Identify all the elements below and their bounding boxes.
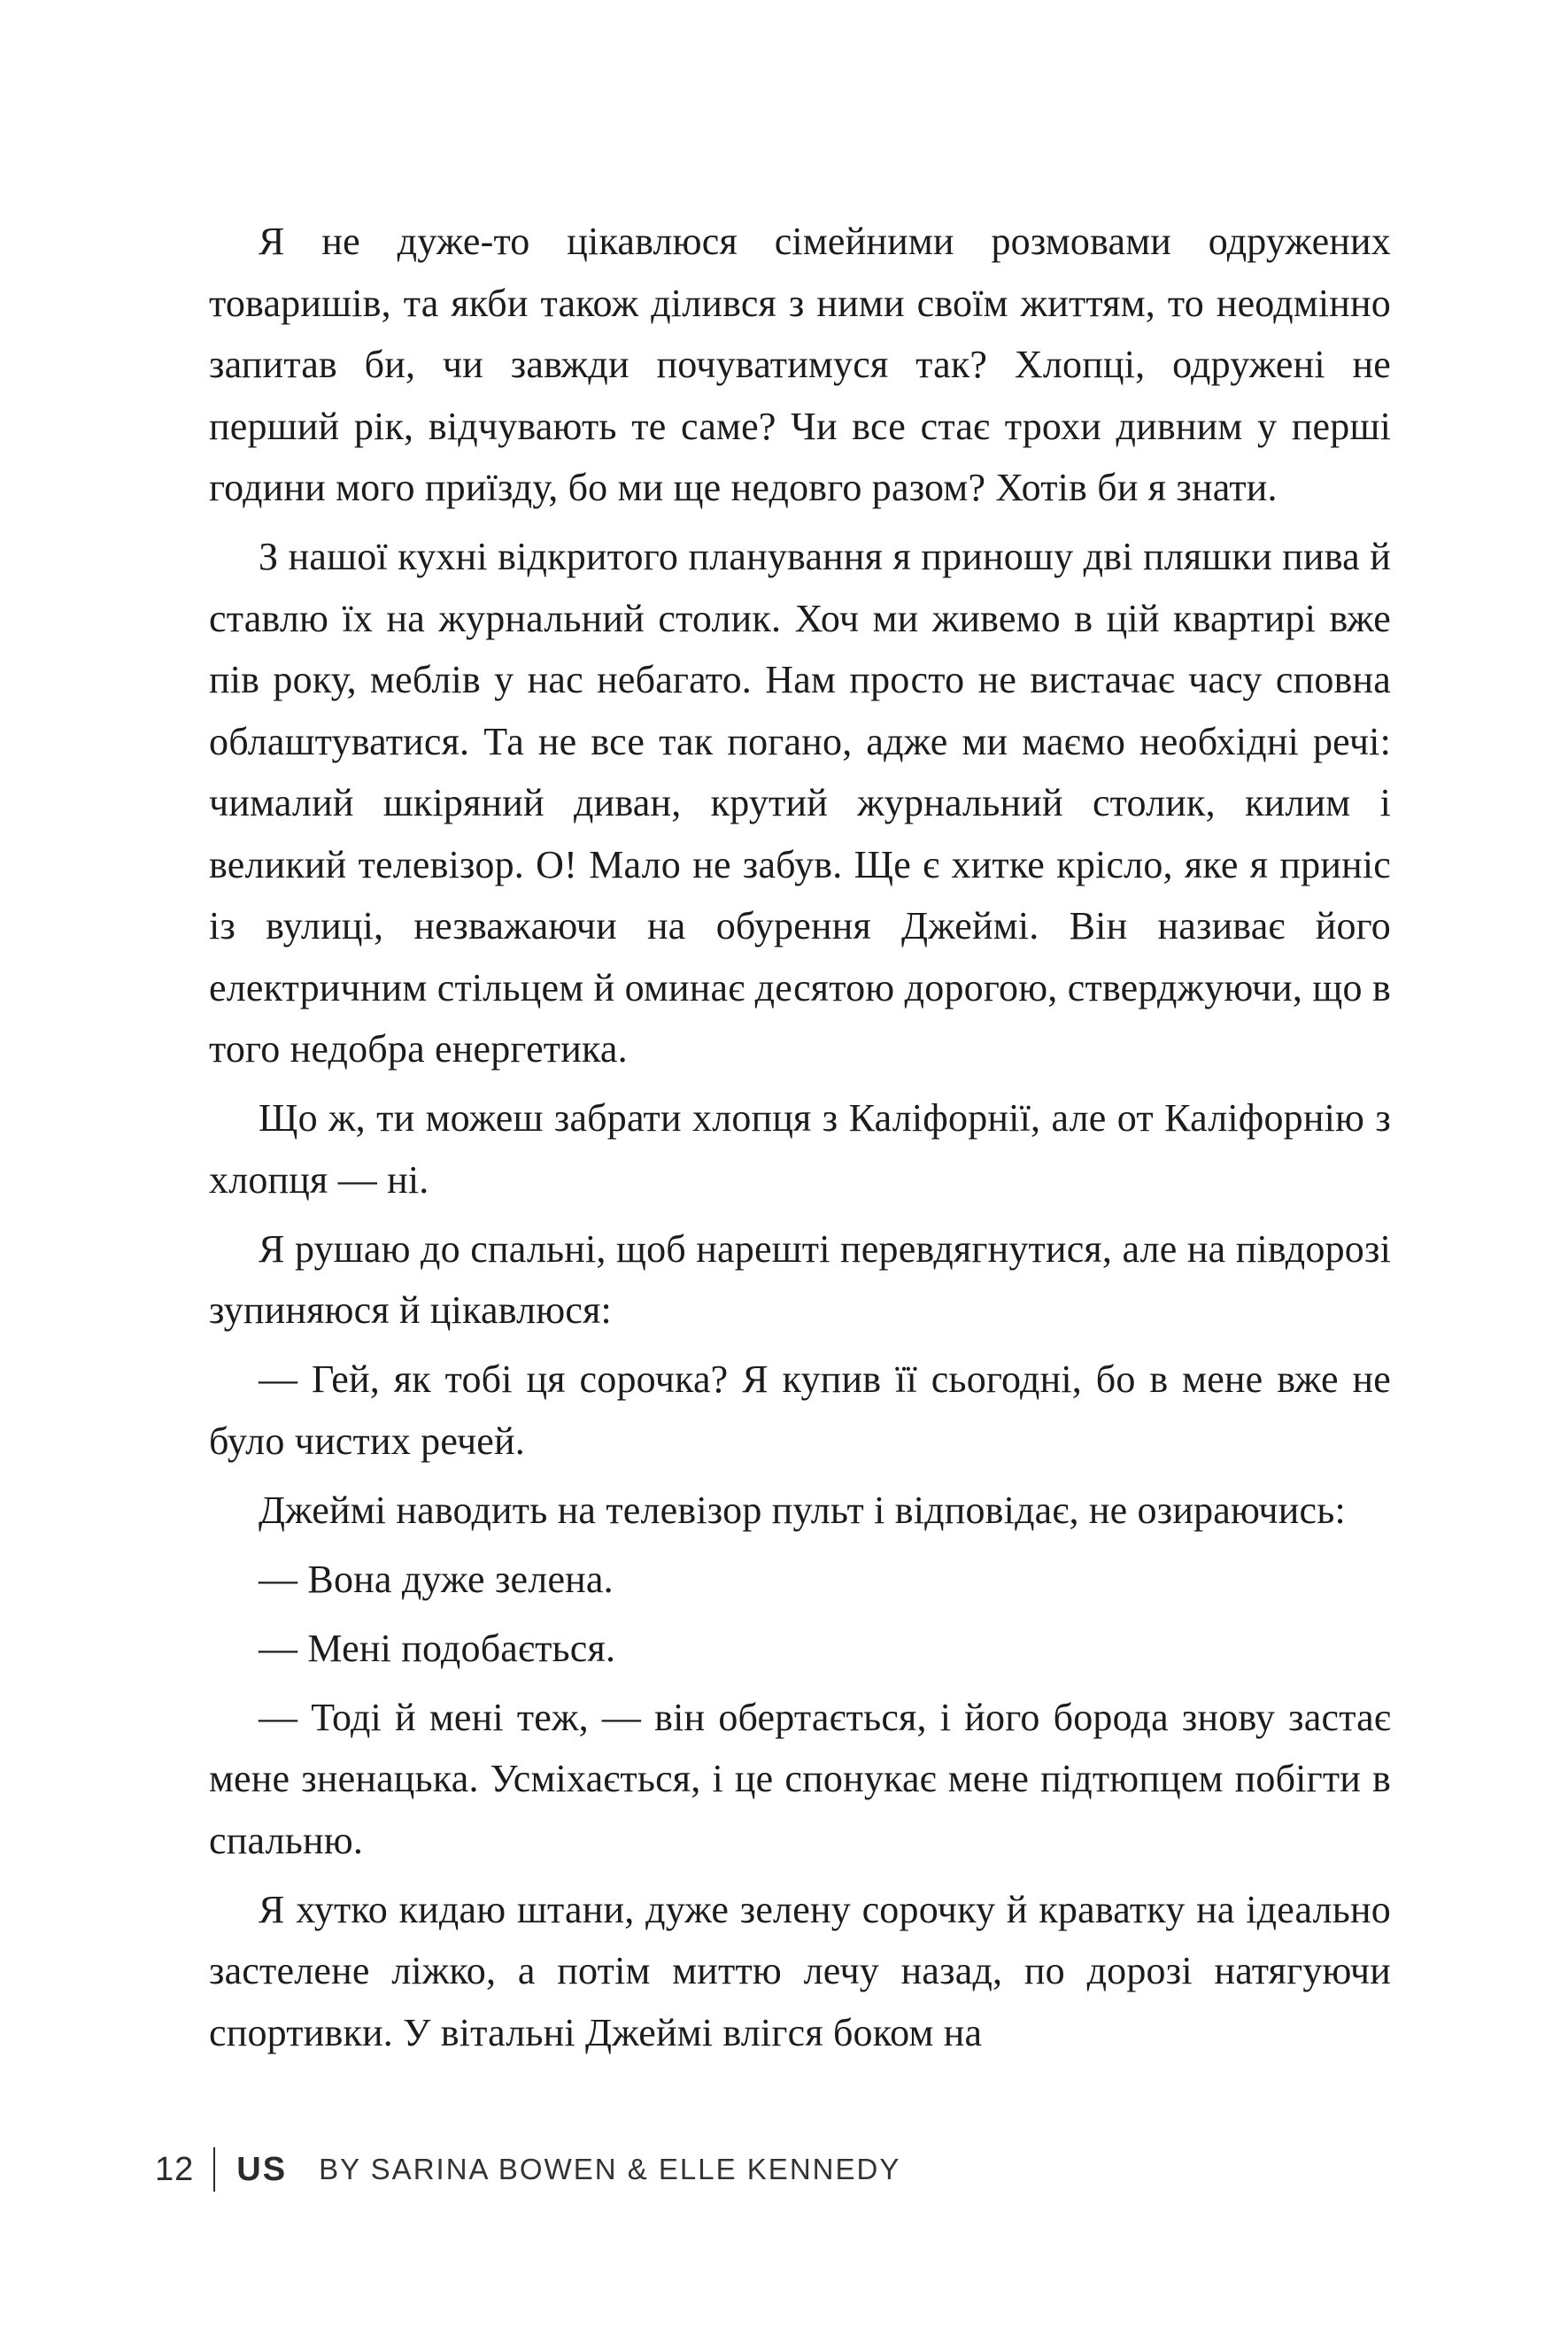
dialogue-line: — Мені подобається. xyxy=(259,1626,616,1670)
dialogue-line: — Гей, як тобі ця сорочка? Я купив її сьогодні, бо в мене вже не було чистих речей. xyxy=(209,1357,1391,1463)
book-author: BY SARINA BOWEN & ELLE KENNEDY xyxy=(319,2153,901,2185)
paragraph: Я хутко кидаю штани, дуже зелену сорочку й краватку на ідеально застелене ліжко, а потім миттю лечу назад, по дорозі натягуючи спортивки. У вітальні Джеймі влігся боком на xyxy=(209,1887,1391,2054)
body-text xyxy=(209,211,1391,2071)
paragraph: Джеймі наводить на телевізор пульт і відповідає, не озираючись: xyxy=(259,1488,1346,1532)
footer-divider xyxy=(213,2147,215,2192)
book-title: US xyxy=(236,2150,288,2188)
dialogue-line: — Вона дуже зелена. xyxy=(259,1557,614,1601)
paragraph: Що ж, ти можеш забрати хлопця з Каліфорнії, але от Каліфорнію з хлопця — ні. xyxy=(209,1096,1391,1202)
dialogue-line: — Тоді й мені теж, — він обертається, і його борода знову застає мене зненацька. Усміхається, і це спонукає мене підтюпцем побігти в спальню. xyxy=(209,1695,1391,1862)
paragraph: З нашої кухні відкритого планування я приношу дві пляшки пива й ставлю їх на журнальний столик. Хоч ми живемо в цій квартирі вже пів року, меблів у нас небагато. Нам просто не вистачає часу сповна облаштуватися. Та не все так погано, адже ми маємо необхідні речі: чималий шкіряний диван, крутий журнальний столик, килим і великий телевізор. О! Мало не забув. Ще є хитке крісло, яке я приніс із вулиці, незважаючи на обурення Джеймі. Він називає його електричним стільцем й оминає десятою дорогою, стверджуючи, що в того недобра енергетика. xyxy=(209,535,1391,1071)
page-footer xyxy=(155,2143,900,2196)
page-number: 12 xyxy=(155,2150,195,2188)
paragraph: Я рушаю до спальні, щоб нарешті перевдягнутися, але на півдорозі зупиняюся й цікавлюся: xyxy=(209,1226,1391,1332)
paragraph: Я не дуже-то цікавлюся сімейними розмовами одружених товаришів, та якби також ділився з ними своїм життям, то неодмінно запитав би, чи завжди почуватимуся так? Хлопці, одружені не перший рік, відчувають те саме? Чи все стає трохи дивним у перші години мого приїзду, бо ми ще недовго разом? Хотів би я знати. xyxy=(209,220,1391,509)
